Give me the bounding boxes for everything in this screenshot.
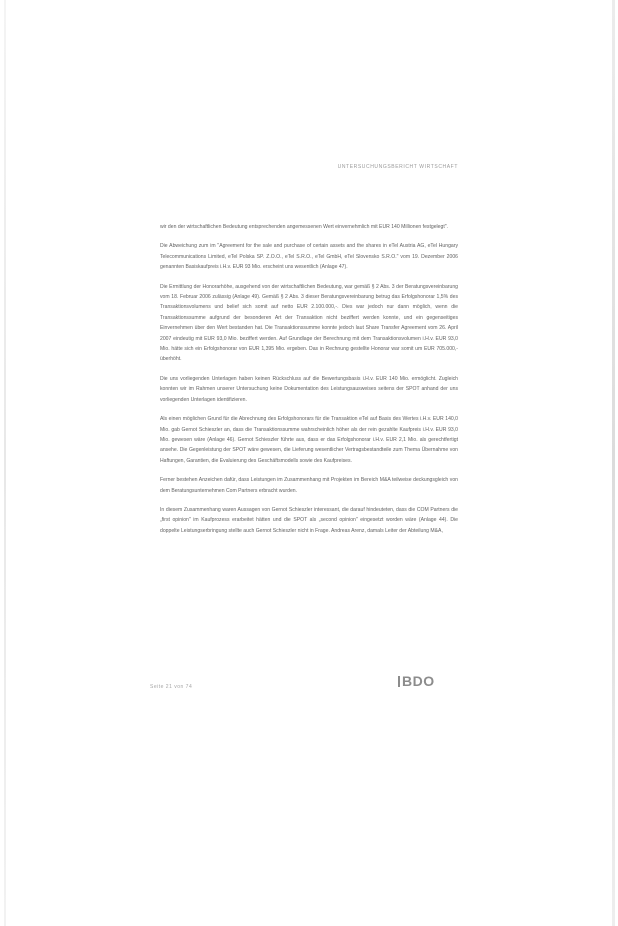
bdo-logo bbox=[398, 673, 435, 689]
scan-edge-left bbox=[4, 0, 6, 926]
paragraph-5: Als einen möglichen Grund für die Abrechnung des Erfolgshonorars für die Transaktion eTel auf Basis des Wertes i.H.v. EUR 140,0 Mio. gab Gernot Schieszler an, dass die Transaktionssumme wahrscheinlich höher als der rein gezahlte Kaufpreis i.H.v. EUR 93,0 Mio. gewesen wäre (Anlage 46). Gernot Schieszler führte aus, dass er das Erfolgshonorar i.H.v. EUR 2,1 Mio. als gerechtfertigt ansehe. Die Gegenleistung der SPOT wäre gewesen, die Lieferung wesentlicher Vertragsbestandteile zum Thema Übernahme von Haftungen, Garantien, die Evaluierung des Geschäftsmodells sowie des Kaufpreises. bbox=[160, 416, 458, 464]
logo-bar-icon bbox=[398, 676, 400, 687]
paragraph-3: Die Ermittlung der Honorarhöhe, ausgehend von der wirtschaftlichen Bedeutung, war gemäß § 2 Abs. 3 der Beratungsvereinbarung vom 18. Februar 2006 zulässig (Anlage 49). Gemäß § 2 Abs. 3 dieser Beratungsvereinbarung betrug das Erfolgshonorar 1,5% des Transaktionsvolumens und belief sich somit auf netto EUR 2.100.000,-. Dies war jedoch nur dann möglich, wenn die Transaktionssumme aufgrund der besonderen Art der Transaktion nicht beziffert werden konnte, und ein gegenseitiges Einvernehmen über den Wert bestanden hat. Die Transaktionssumme konnte jedoch laut Share Transfer Agreement vom 26. April 2007 eindeutig mit EUR 93,0 Mio. beziffert werden. Auf Grundlage der Berechnung mit dem Transaktionsvolumen i.H.v. EUR 93,0 Mio. hätte sich ein Erfolgshonorar von EUR 1,395 Mio. ergeben. Das in Rechnung gestellte Honorar war somit um EUR 705.000,- überhöht. bbox=[160, 283, 458, 363]
report-header-label: UNTERSUCHUNGSBERICHT WIRTSCHAFT bbox=[337, 164, 458, 170]
paragraph-7: In diesem Zusammenhang waren Aussagen von Gernot Schieszler interessant, die darauf hindeuteten, dass die COM Partners die „first opinion" im Kaufprozess erarbeitet hätten und die SPOT als „second opinion" eingesetzt worden wäre (Anlage 44). Die doppelte Leistungserbringung stellte auch Gernot Schieszler nicht in Frage. Andreas Arenz, damals Leiter der Abteilung M&A, bbox=[160, 506, 458, 534]
paragraph-6: Ferner bestehen Anzeichen dafür, dass Leistungen im Zusammenhang mit Projekten im Bereich M&A teilweise deckungsgleich von dem Beratungsunternehmen Com Partners erbracht wurden. bbox=[160, 477, 458, 494]
document-body bbox=[160, 222, 458, 545]
paragraph-2: Die Abweichung zum im "Agreement for the sale and purchase of certain assets and the shares in eTel Austria AG, eTel Hungary Telecommunications Limited, eTel Polska SP. Z.O.O., eTel S.R.O., eTel GmbH, eTel Slovensko S.R.O." vom 19. Dezember 2006 genannten Basiskaufpreis i.H.v. EUR 93 Mio. erscheint uns wesentlich (Anlage 47). bbox=[160, 243, 458, 271]
paragraph-1: wir den der wirtschaftlichen Bedeutung entsprechenden angemessenen Wert einvernehmlich mit EUR 140 Millionen festgelegt". bbox=[160, 224, 448, 230]
page-number: Seite 21 von 74 bbox=[150, 684, 193, 690]
scan-edge-right bbox=[612, 0, 615, 926]
logo-text: BDO bbox=[402, 673, 435, 689]
paragraph-4: Die uns vorliegenden Unterlagen haben keinen Rückschluss auf die Bewertungsbasis i.H.v. EUR 140 Mio. ermöglicht. Zugleich konnten wir im Rahmen unserer Untersuchung keine Dokumentation des Leistungsausweises seitens der SPOT anhand der uns vorliegenden Unterlagen identifizieren. bbox=[160, 375, 458, 403]
